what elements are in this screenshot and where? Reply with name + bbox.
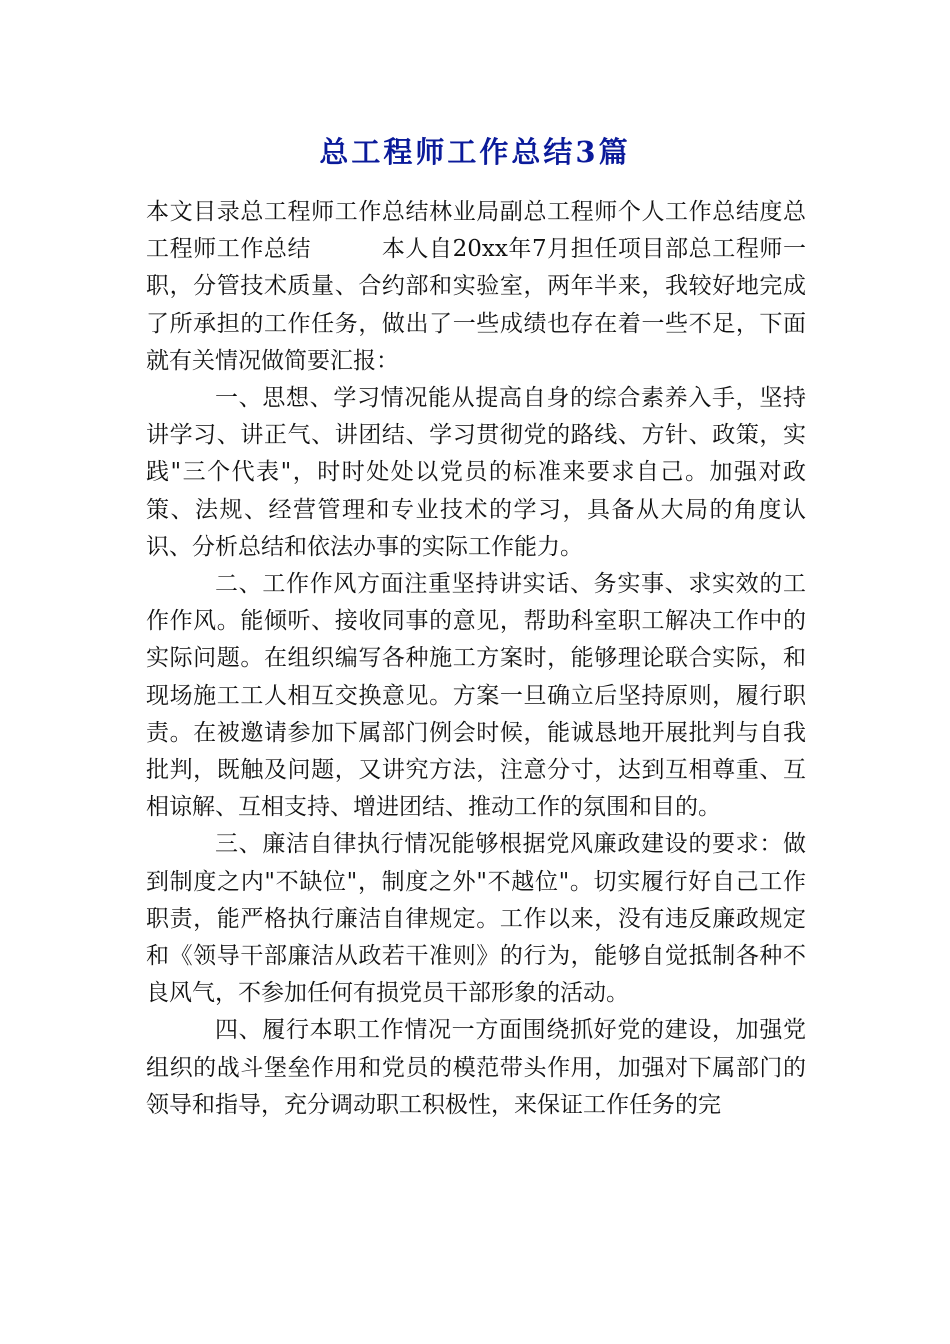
paragraph-section-3: 三、廉洁自律执行情况能够根据党风廉政建设的要求：做到制度之内"不缺位"，制度之外"不越位"。切实履行好自己工作职责，能严格执行廉洁自律规定。工作以来，没有违反廉政规定和《领导干部廉洁从政若干准则》的行为，能够自觉抵制各种不良风气，不参加任何有损党员干部形象的活动。 <box>146 831 806 1007</box>
document-body <box>146 194 806 1124</box>
paragraph-section-1: 一、思想、学习情况能从提高自身的综合素养入手，坚持讲学习、讲正气、讲团结、学习贯彻党的路线、方针、政策，实践"三个代表"，时时处处以党员的标准来要求自己。加强对政策、法规、经营管理和专业技术的学习，具备从大局的角度认识、分析总结和依法办事的实际工作能力。 <box>146 385 806 560</box>
paragraph-section-2: 二、工作作风方面注重坚持讲实话、务实事、求实效的工作作风。能倾听、接收同事的意见，帮助科室职工解决工作中的实际问题。在组织编写各种施工方案时，能够理论联合实际，和现场施工工人相互交换意见。方案一旦确立后坚持原则，履行职责。在被邀请参加下属部门例会时候，能诚恳地开展批判与自我批判，既触及问题，又讲究方法，注意分寸，达到互相尊重、互相谅解、互相支持、增进团结、推动工作的氛围和目的。 <box>146 571 806 821</box>
document-title: 总工程师工作总结3篇 <box>319 135 631 169</box>
paragraph-section-4: 四、履行本职工作情况一方面围绕抓好党的建设，加强党组织的战斗堡垒作用和党员的模范带头作用，加强对下属部门的领导和指导，充分调动职工积极性，来保证工作任务的完 <box>146 1017 806 1118</box>
paragraph-intro: 本文目录总工程师工作总结林业局副总工程师个人工作总结度总工程师工作总结 本人自20xx年7月担任项目部总工程师一职，分管技术质量、合约部和实验室，两年半来，我较好地完成了所承担的工作任务，做出了一些成绩也存在着一些不足，下面就有关情况做简要汇报： <box>146 199 806 374</box>
